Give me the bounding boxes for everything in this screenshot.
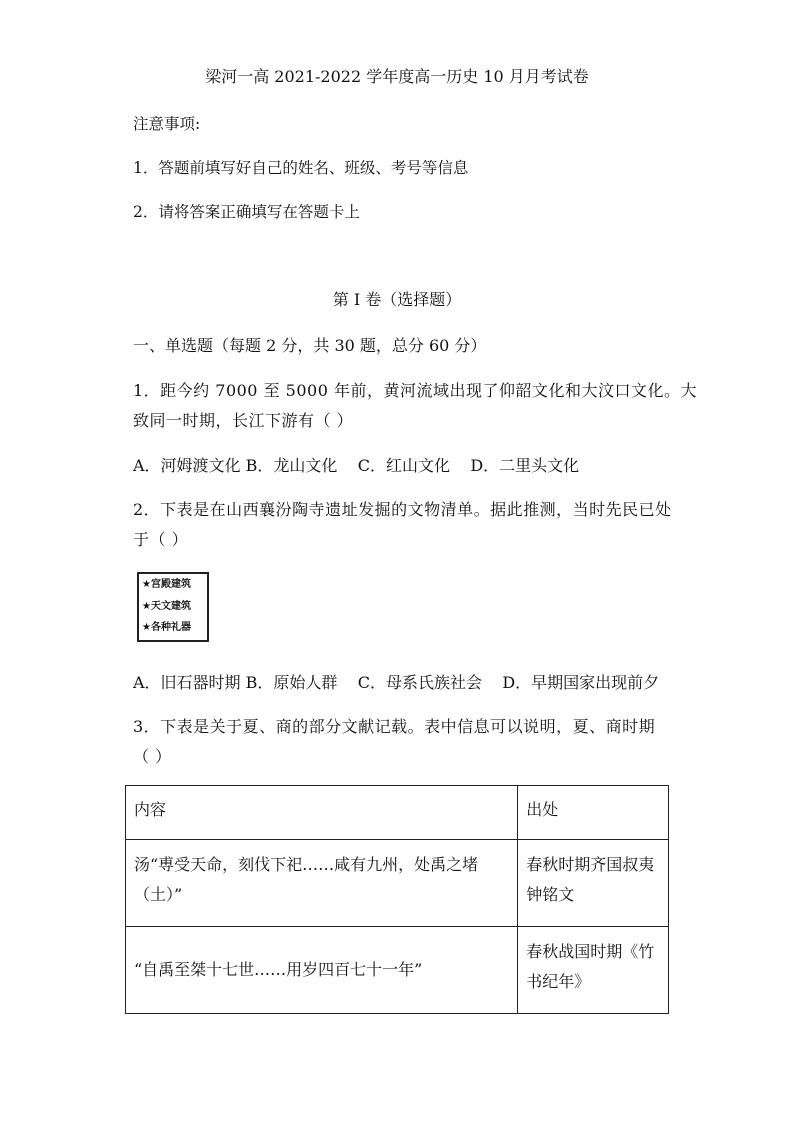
- table-header-row: [126, 786, 669, 840]
- table-cell: 汤“尃受天命，刻伐下祀……咸有九州，处禹之堵（土）”: [126, 840, 518, 927]
- table-cell: 春秋时期齐国叔夷钟铭文: [518, 840, 669, 927]
- q2-options: A．旧石器时期 B．原始人群 C．母系氏族社会 D．早期国家出现前夕: [133, 673, 660, 692]
- table-cell: 春秋战国时期《竹书纪年》: [518, 927, 669, 1014]
- section-title: 第 I 卷（选择题）: [332, 290, 462, 309]
- table-row: [126, 840, 669, 927]
- q1-stem-line-1: 1．距今约 7000 至 5000 年前，黄河流域出现了仰韶文化和大汶口文化。大: [133, 381, 697, 400]
- table-row: [126, 927, 669, 1014]
- table-cell: “自禹至桀十七世……用岁四百七十一年”: [126, 927, 518, 1014]
- exam-title: 梁河一高 2021-2022 学年度高一历史 10 月月考试卷: [205, 67, 589, 86]
- artifact-item: ★宫殿建筑: [142, 579, 191, 590]
- part-heading: 一、单选题（每题 2 分，共 30 题，总分 60 分）: [133, 336, 487, 355]
- q1-options: A．河姆渡文化 B．龙山文化 C．红山文化 D．二里头文化: [133, 456, 580, 475]
- table-header-cell: 内容: [126, 786, 518, 840]
- artifact-list-image: [137, 572, 209, 642]
- note-item-1: 1．答题前填写好自己的姓名、班级、考号等信息: [133, 159, 469, 177]
- q3-stem-line-2: （ ）: [133, 747, 172, 766]
- q3-stem-line-1: 3．下表是关于夏、商的部分文献记载。表中信息可以说明，夏、商时期: [133, 717, 656, 736]
- note-item-2: 2．请将答案正确填写在答题卡上: [133, 203, 360, 221]
- q2-stem-line-2: 于（ ）: [133, 530, 189, 549]
- notes-heading: 注意事项:: [133, 115, 201, 133]
- q2-stem-line-1: 2．下表是在山西襄汾陶寺遗址发掘的文物清单。据此推测，当时先民已处: [133, 500, 672, 519]
- artifact-item: ★各种礼器: [142, 622, 191, 633]
- table-header-cell: 出处: [518, 786, 669, 840]
- q1-stem-line-2: 致同一时期，长江下游有（ ）: [133, 411, 354, 430]
- source-table: [125, 785, 669, 1014]
- artifact-item: ★天文建筑: [142, 600, 191, 612]
